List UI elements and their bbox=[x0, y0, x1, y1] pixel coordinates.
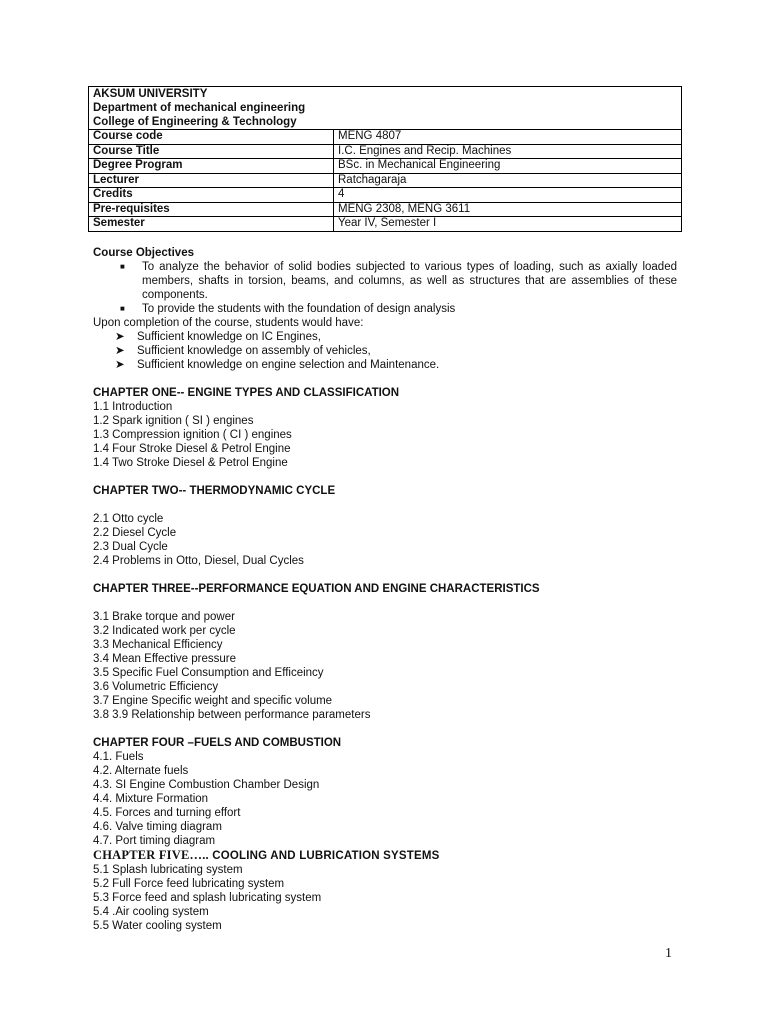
objective-text: To analyze the behavior of solid bodies subjected to various types of loading, such as axially loaded members, shafts in torsion, beams, and columns, as well as structures that are assemblies of these components. bbox=[142, 261, 677, 301]
college-name: College of Engineering & Technology bbox=[93, 116, 297, 128]
row-label: Course code bbox=[89, 130, 334, 145]
list-item: 2.4 Problems in Otto, Diesel, Dual Cycles bbox=[93, 555, 304, 567]
row-label: Credits bbox=[89, 188, 334, 203]
outcome-item bbox=[115, 344, 677, 358]
list-item: 3.7 Engine Specific weight and specific volume bbox=[93, 695, 333, 707]
table-row bbox=[89, 144, 682, 159]
chapter-four-title: CHAPTER FOUR –FUELS AND COMBUSTION bbox=[93, 737, 342, 749]
objectives-heading: Course Objectives bbox=[93, 247, 194, 259]
table-row bbox=[89, 217, 682, 232]
row-label: Lecturer bbox=[89, 173, 334, 188]
list-item: 5.1 Splash lubricating system bbox=[93, 864, 243, 876]
list-item: 1.3 Compression ignition ( CI ) engines bbox=[93, 429, 292, 441]
row-value: BSc. in Mechanical Engineering bbox=[334, 159, 682, 174]
list-item: 5.2 Full Force feed lubricating system bbox=[93, 878, 285, 890]
page-number: 1 bbox=[665, 946, 672, 961]
department-name: Department of mechanical engineering bbox=[93, 102, 306, 114]
list-item: 3.6 Volumetric Efficiency bbox=[93, 681, 219, 693]
list-item: 3.5 Specific Fuel Consumption and Efficeincy bbox=[93, 667, 324, 679]
chapter-five-rest: COOLING AND LUBRICATION SYSTEMS bbox=[208, 850, 440, 862]
list-item: 2.3 Dual Cycle bbox=[93, 541, 168, 553]
row-value: Year IV, Semester I bbox=[334, 217, 682, 232]
arrow-bullet-icon: ➤ bbox=[115, 345, 125, 357]
list-item: 3.8 3.9 Relationship between performance parameters bbox=[93, 709, 371, 721]
list-item: 4.4. Mixture Formation bbox=[93, 793, 209, 805]
outcome-text: Sufficient knowledge on engine selection and Maintenance. bbox=[137, 359, 440, 371]
arrow-bullet-icon: ➤ bbox=[115, 359, 125, 371]
objective-item bbox=[120, 302, 677, 316]
list-item: 3.2 Indicated work per cycle bbox=[93, 625, 236, 637]
list-item: 5.3 Force feed and splash lubricating system bbox=[93, 892, 322, 904]
table-row bbox=[89, 202, 682, 217]
list-item: 4.1. Fuels bbox=[93, 751, 144, 763]
arrow-bullet-icon: ➤ bbox=[115, 331, 125, 343]
university-name: AKSUM UNIVERSITY bbox=[93, 88, 208, 100]
outcome-text: Sufficient knowledge on assembly of vehicles, bbox=[137, 345, 371, 357]
list-item: 3.3 Mechanical Efficiency bbox=[93, 639, 223, 651]
square-bullet-icon: ■ bbox=[120, 304, 125, 313]
chapter-three-title: CHAPTER THREE--PERFORMANCE EQUATION AND ENGINE CHARACTERISTICS bbox=[93, 583, 540, 595]
square-bullet-icon: ■ bbox=[120, 262, 125, 271]
table-row bbox=[89, 159, 682, 174]
chapter-five-title bbox=[93, 848, 677, 863]
institution-cell bbox=[89, 87, 682, 130]
list-item: 3.1 Brake torque and power bbox=[93, 611, 235, 623]
row-label: Course Title bbox=[89, 144, 334, 159]
list-item: 4.7. Port timing diagram bbox=[93, 835, 216, 847]
chapter-two-title: CHAPTER TWO-- THERMODYNAMIC CYCLE bbox=[93, 485, 336, 497]
list-item: 5.5 Water cooling system bbox=[93, 920, 222, 932]
table-row bbox=[89, 188, 682, 203]
row-label: Degree Program bbox=[89, 159, 334, 174]
list-item: 1.4 Four Stroke Diesel & Petrol Engine bbox=[93, 443, 291, 455]
chapter-one-title: CHAPTER ONE-- ENGINE TYPES AND CLASSIFICATION bbox=[93, 387, 400, 399]
course-info-table bbox=[88, 86, 682, 232]
outcome-item bbox=[115, 330, 677, 344]
outcome-intro: Upon completion of the course, students would have: bbox=[93, 317, 364, 329]
row-value: Ratchagaraja bbox=[334, 173, 682, 188]
objective-text: To provide the students with the foundation of design analysis bbox=[142, 303, 456, 315]
list-item: 2.1 Otto cycle bbox=[93, 513, 164, 525]
row-value: I.C. Engines and Recip. Machines bbox=[334, 144, 682, 159]
objective-item bbox=[120, 260, 677, 302]
document-body bbox=[93, 246, 677, 933]
row-value: MENG 2308, MENG 3611 bbox=[334, 202, 682, 217]
list-item: 4.2. Alternate fuels bbox=[93, 765, 189, 777]
outcome-item bbox=[115, 358, 677, 372]
list-item: 4.5. Forces and turning effort bbox=[93, 807, 241, 819]
list-item: 3.4 Mean Effective pressure bbox=[93, 653, 236, 665]
list-item: 2.2 Diesel Cycle bbox=[93, 527, 177, 539]
list-item: 4.6. Valve timing diagram bbox=[93, 821, 222, 833]
outcome-text: Sufficient knowledge on IC Engines, bbox=[137, 331, 321, 343]
list-item: 1.1 Introduction bbox=[93, 401, 173, 413]
list-item: 1.2 Spark ignition ( SI ) engines bbox=[93, 415, 254, 427]
list-item: 4.3. SI Engine Combustion Chamber Design bbox=[93, 779, 320, 791]
row-label: Semester bbox=[89, 217, 334, 232]
chapter-five-lead: CHAPTER FIVE….. bbox=[93, 848, 209, 862]
list-item: 1.4 Two Stroke Diesel & Petrol Engine bbox=[93, 457, 288, 469]
row-value: 4 bbox=[334, 188, 682, 203]
list-item: 5.4 .Air cooling system bbox=[93, 906, 209, 918]
table-row bbox=[89, 130, 682, 145]
row-value: MENG 4807 bbox=[334, 130, 682, 145]
header-row bbox=[89, 87, 682, 130]
row-label: Pre-requisites bbox=[89, 202, 334, 217]
table-row bbox=[89, 173, 682, 188]
